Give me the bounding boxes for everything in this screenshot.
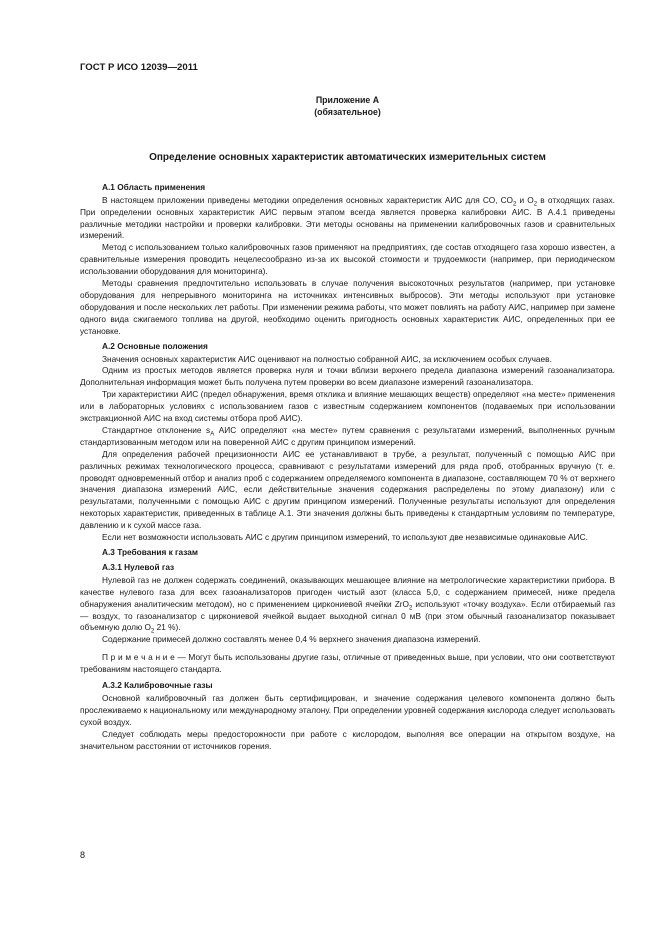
- document-title: Определение основных характеристик автоматических измерительных систем: [149, 151, 546, 163]
- section-heading-a1: А.1 Область применения: [102, 181, 206, 192]
- paragraph: Значения основных характеристик АИС оценивают на полностью собранной АИС, за исключением особых случаев.: [102, 353, 552, 364]
- page-number: 8: [80, 850, 86, 860]
- annex-status: (обязательное): [314, 106, 381, 117]
- paragraph: Для определения рабочей прецизионности АИС ее устанавливают в трубе, а результат, полученный с помощью АИС при различных режимах технологического процесса, сравнивают с результатами измерений для ряда проб, отобранных вручную (т. е. проводят одновременный отбор и анализ проб с содержанием определяемого компонента в диапазоне, составляющем 70 % от верхнего значения диапазона измерений АИС, если действительные значения содержания распределены по этому диапазону) или с результатами, полученными с помощью АИС с другим принципом измерений. Полученные результаты используют для определения некоторых характеристик, приведенных в таблице А.1. Эти значения должны быть приведены к стандартным условиям по температуре, давлению и к сухой массе газа.: [80, 448, 615, 531]
- paragraph: Нулевой газ не должен содержать соединений, оказывающих мешающее влияние на метрологические характеристики прибора. В качестве нулевого газа для всех газоанализаторов пригоден чистый азот (класса 5,0, с содержанием примесей, ниже предела обнаружения аналитическим методом), но с применением циркониевой ячейки ZrO$_2$ используют «точку воздуха». Если отбираемый газ — воздух, то газоанализатор с циркониевой ячейкой выдает выходной сигнал 0 мВ (при этом обычный газоанализатор показывает объемную долю $О_2$ 21 %).: [80, 574, 615, 636]
- paragraph: Основной калибровочный газ должен быть сертифицирован, и значение содержания целевого компонента должно быть прослеживаемо к национальному или международному эталону. При определении уровней содержания кислорода следует использовать сухой воздух.: [80, 692, 615, 727]
- section-heading-a32: А.3.2 Калибровочные газы: [102, 680, 213, 691]
- section-heading-a31: А.3.1 Нулевой газ: [102, 561, 175, 572]
- paragraph: Содержание примесей должно составлять менее 0,4 % верхнего значения диапазона измерений.: [102, 634, 481, 645]
- paragraph: Стандартное отклонение $s_A$ АИС определяют «на месте» путем сравнения с результатами измерений, выполненных ручным стандартизованным методом или на поверенной АИС с другим принципом измерений.: [80, 424, 616, 447]
- paragraph: Следует соблюдать меры предосторожности при работе с кислородом, выполняя все операции на открытом воздухе, на значительном расстоянии от источников горения.: [80, 728, 615, 751]
- note: П р и м е ч а н и е — Могут быть использованы другие газы, отличные от приведенных выше, при условии, что они соответствуют требованиям настоящего стандарта.: [80, 652, 615, 675]
- annex-block: [80, 94, 615, 118]
- standard-code: ГОСТ Р ИСО 12039—2011: [80, 62, 198, 73]
- paragraph: Три характеристики АИС (предел обнаружения, время отклика и влияние мешающих веществ) определяют «на месте» применения или в лабораторных условиях с использованием газов с известным содержанием компонентов (подаваемых при использовании экстракционной АИС на вход системы отбора проб АИС).: [80, 389, 615, 424]
- paragraph: Метод с использованием только калибровочных газов применяют на предприятиях, где состав отходящего газа хорошо известен, а сравнительные измерения проводить нецелесообразно из-за их высокой стоимости и трудоемкости (например, при периодическом использовании оборудования для мониторинга).: [80, 242, 615, 277]
- section-heading-a3: А.3 Требования к газам: [102, 547, 198, 557]
- paragraph: Одним из простых методов является проверка нуля и точки вблизи верхнего предела диапазона измерений газоанализатора. Дополнительная информация может быть получена путем проверки во всем диапазоне измерений газоанализатора.: [80, 365, 615, 388]
- paragraph: Если нет возможности использовать АИС с другим принципом измерений, то используют две независимые одинаковые АИС.: [102, 532, 588, 543]
- paragraph: В настоящем приложении приведены методики определения основных характеристик АИС для СО, $СО_2$ и $О_2$ в отходящих газах. При определении основных характеристик АИС первым этапом всегда является проверка калибровки АИС. В А.4.1 приведены различные методики настройки и проверки калибровки. Эти методы основаны на применении калибровочных газов и сравнительных измерений.: [80, 194, 615, 241]
- section-heading-a2: А.2 Основные положения: [102, 340, 208, 351]
- annex-title: Приложение А: [315, 94, 380, 105]
- paragraph: Методы сравнения предпочтительно использовать в случае получения высокоточных результатов (например, при установке оборудования для непрерывного мониторинга на источниках интенсивных выбросов). Эти методы используют при установке оборудования и после нескольких лет работы. При изменении режима работы, что может повлиять на работу АИС, например при замене одного вида сжигаемого топлива на другой, необходимо оценить пригодность основных характеристик АИС, определенных при ее установке.: [80, 278, 615, 336]
